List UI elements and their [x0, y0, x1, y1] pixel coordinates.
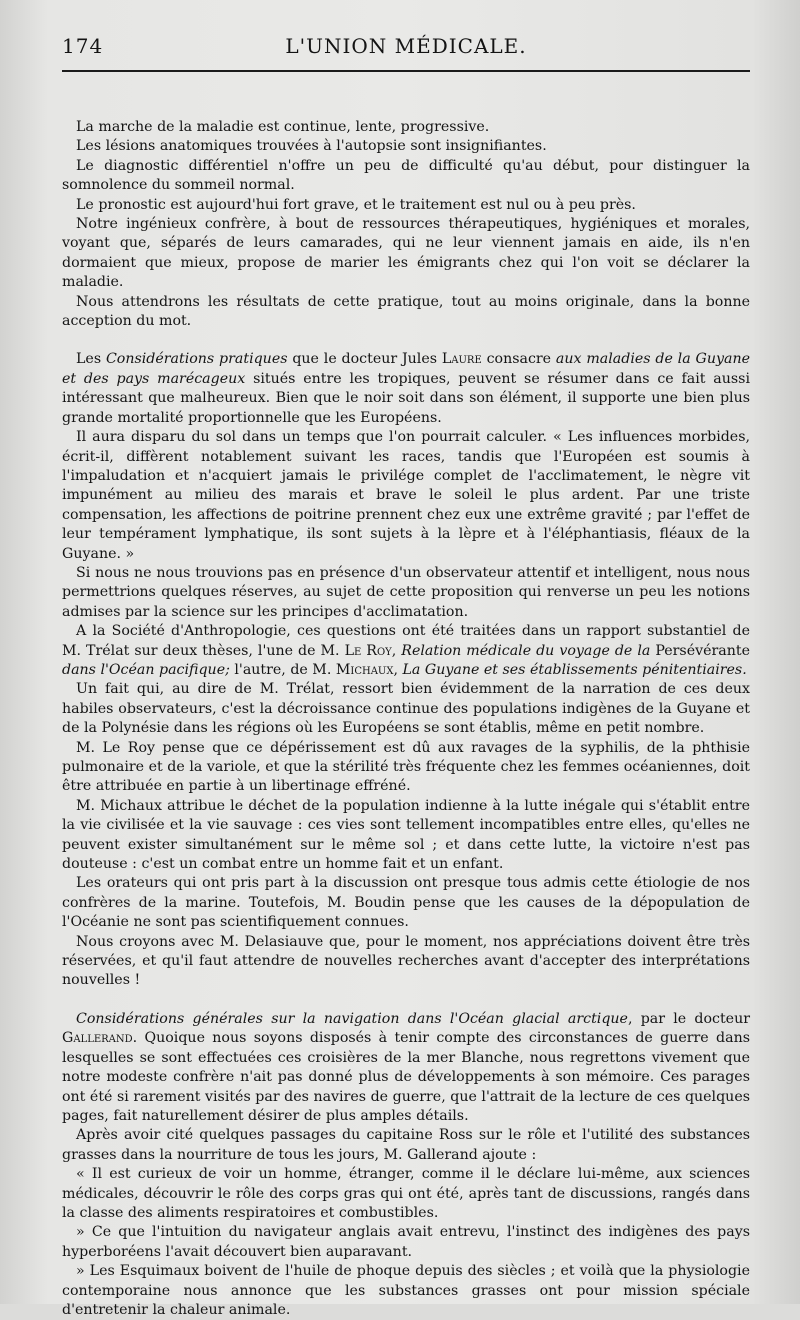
work-title: Considérations pratiques: [105, 351, 288, 368]
work-title: dans l'Océan pacifique;: [62, 661, 230, 678]
paragraph-gallerand: Considérations générales sur la navigation dans l'Océan glacial arctique, par le docteur Gallerand. Quoique nous soyons disposés à tenir compte des circonstances de guerre dans lesquelles se sont effectuées ces croisières de la mer Blanche, nous regrettons vivement que notre modeste confrère n'ait pas donné plus de développements à son mémoire. Ces parages ont été si rarement visités par des navires de guerre, que l'attrait de la lecture de ces quelques pages, fait naturellement désirer de plus amples détails.: [62, 1010, 750, 1124]
paragraph: Un fait qui, au dire de M. Trélat, ressort bien évidemment de la narration de ces deux habiles observateurs, c'est la décroissance continue des populations indigènes de la Guyane et de la Polynésie dans les régions où les Européens se sont établis, même en petit nombre.: [62, 681, 750, 737]
paragraph: M. Michaux attribue le déchet de la population indienne à la lutte inégale qui s'établit entre la vie civilisée et la vie sauvage : ces vies sont tellement incompatibles entre elles, qu'elles ne peuvent exister simultanément sur le même sol ; et dans cette lutte, la victoire n'est pas douteuse : c'est un combat entre un homme fait et un enfant.: [62, 797, 750, 873]
paragraph: « Il est curieux de voir un homme, étranger, comme il le déclare lui-même, aux sciences médicales, découvrir le rôle des corps gras qui ont été, après tant de discussions, rangés dans la classe des aliments respiratoires et combustibles.: [62, 1166, 750, 1221]
body-text: [62, 118, 750, 1320]
paragraph-anthropologie: A la Société d'Anthropologie, ces questions ont été traitées dans un rapport substantiel de M. Trélat sur deux thèses, l'une de M. Le Roy, Relation médicale du voyage de la Persévérante dans l'Océan pacifique; l'autre, de M. Michaux, La Guyane et ses établissements pénitentiaires.: [62, 623, 750, 678]
author-name: Laure: [441, 351, 482, 368]
paragraph: La marche de la maladie est continue, lente, progressive.: [76, 119, 490, 135]
author-name: Michaux: [335, 661, 394, 678]
work-title: aux maladies de la Guyane et des pays marécageux: [62, 351, 750, 387]
page-number: 174: [62, 34, 104, 58]
paragraph: Le diagnostic différentiel n'offre un peu de difficulté qu'au début, pour distinguer la somnolence du sommeil normal.: [62, 157, 750, 194]
paragraph: Le pronostic est aujourd'hui fort grave, et le traitement est nul ou à peu près.: [76, 196, 636, 213]
paragraph: » Les Esquimaux boivent de l'huile de phoque depuis des siècles ; et voilà que la physiologie contemporaine nous annonce que les substances grasses ont pour mission spéciale d'entretenir la chaleur animale.: [62, 1263, 750, 1318]
paragraph: Les orateurs qui ont pris part à la discussion ont presque tous admis cette étiologie de nos confrères de la marine. Toutefois, M. Boudin pense que les causes de la dépopulation de l'Océanie ne sont pas scientifiquement connues.: [62, 875, 750, 931]
work-title: Relation médicale du voyage de la: [401, 642, 651, 659]
paragraph: Notre ingénieux confrère, à bout de ressources thérapeutiques, hygiéniques et morales, voyant que, séparés de leurs camarades, qui ne leur viennent jamais en aide, ils n'en dormaient que mieux, propose de marier les émigrants chez qui l'on voit se déclarer la maladie.: [62, 216, 750, 291]
work-title: Considérations générales sur la navigation dans l'Océan glacial arctique: [76, 1010, 628, 1027]
paragraph: Il aura disparu du sol dans un temps que l'on pourrait calculer. « Les influences morbides, écrit-il, diffèrent notablement suivant les races, tandis que l'Européen est soumis à l'impaludation et n'acquiert jamais le privilége complet de l'acclimatement, le nègre vit impunément au milieu des marais et brave le soleil le plus ardent. Par une triste compensation, les affections de poitrine prennent chez eux une extrême gravité ; par l'effet de leur tempérament lymphatique, ils sont sujets à la lèpre et à l'éléphantiasis, fléaux de la Guyane. »: [62, 429, 750, 562]
paragraph: Si nous ne nous trouvions pas en présence d'un observateur attentif et intelligent, nous nous permettrions quelques réserves, au sujet de cette proposition qui renverse un peu les notions admises par la science sur les principes d'acclimatation.: [62, 564, 750, 620]
paragraph: Après avoir cité quelques passages du capitaine Ross sur le rôle et l'utilité des substances grasses dans la nourriture de tous les jours, M. Gallerand ajoute :: [62, 1127, 750, 1163]
running-title: L'UNION MÉDICALE.: [285, 34, 527, 58]
paragraph: » Ce que l'intuition du navigateur anglais avait entrevu, l'instinct des indigènes des pays hyperboréens l'avait découvert bien auparavant.: [62, 1224, 750, 1260]
paragraph: Les lésions anatomiques trouvées à l'autopsie sont insignifiantes.: [76, 138, 547, 155]
paragraph: Nous attendrons les résultats de cette pratique, tout au moins originale, dans la bonne acception du mot.: [62, 293, 750, 330]
header-rule: [62, 70, 750, 72]
author-name: Gallerand: [62, 1030, 133, 1047]
running-head: [62, 30, 750, 74]
paragraph: M. Le Roy pense que ce dépérissement est dû aux ravages de la syphilis, de la phthisie pulmonaire et de la variole, et que la stérilité très fréquente chez les femmes océaniennes, doit être attribuée en partie à un libertinage effréné.: [62, 739, 750, 795]
paragraph: Nous croyons avec M. Delasiauve que, pour le moment, nos appréciations doivent être très réservées, et qu'il faut attendre de nouvelles recherches avant d'accepter des interprétations nouvelles !: [62, 933, 750, 989]
paragraph-laure: Les Considérations pratiques que le docteur Jules Laure consacre aux maladies de la Guyane et des pays marécageux situés entre les tropiques, peuvent se résumer dans ce fait aussi intéressant que malheureux. Bien que le noir soit dans son élément, il supporte une bien plus grande mortalité proportionnelle que les Européens.: [62, 351, 750, 426]
author-name: Le Roy: [344, 642, 392, 659]
work-title: La Guyane et ses établissements pénitentiaires.: [402, 661, 747, 678]
